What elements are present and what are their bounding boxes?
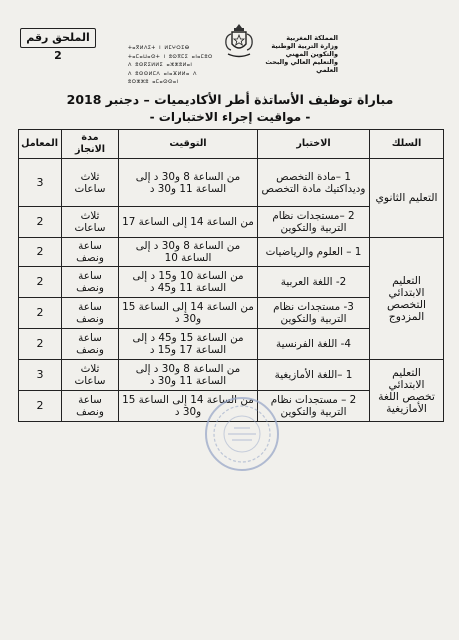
exam-cell: 1 – العلوم والرياضيات	[258, 238, 370, 267]
cycle-cell: التعليم الابتدائي تخصص اللغة الأمازيغية	[370, 360, 444, 422]
coat-of-arms-emblem	[222, 22, 256, 60]
header-time: التوقيت	[119, 130, 258, 159]
time-cell: من الساعة 8 و30 د إلى الساعة 11 و30 د	[119, 360, 258, 391]
ministry-tf-line: ⵜⴰⴳⵍⴷⵉⵜ ⵏ ⵍⵎⵖⵔⵉⴱ	[128, 45, 190, 51]
official-stamp-seal	[202, 394, 282, 474]
ministry-name-tifinagh	[128, 44, 218, 87]
time-cell: من الساعة 14 إلى الساعة 15 و30 د	[119, 298, 258, 329]
cycle-cell: التعليم الثانوي	[370, 159, 444, 238]
cycle-cell: التعليم الابتدائي التخصص المزدوج	[370, 238, 444, 360]
header-coefficient: المعامل	[19, 130, 62, 159]
time-cell: من الساعة 10 و15 د إلى الساعة 11 و45 د	[119, 267, 258, 298]
table-row	[19, 360, 444, 391]
exam-cell: 3- مستجدات نظام التربية والتكوين	[258, 298, 370, 329]
time-cell: من الساعة 15 و45 د إلى الساعة 17 و15 د	[119, 329, 258, 360]
exam-cell: 2 – مستجدات نظام التربية والتكوين	[258, 391, 370, 422]
duration-cell: ثلاث ساعات	[62, 207, 119, 238]
coefficient-cell: 3	[19, 159, 62, 207]
document-subtitle: - مواقيت إجراء الاختبارات -	[149, 110, 311, 124]
duration-cell: ساعة ونصف	[62, 238, 119, 267]
duration-cell: ساعة ونصف	[62, 298, 119, 329]
document-title: مباراة توظيف الأساتذة أطر الأكاديميات – دجنبر 2018	[66, 92, 394, 107]
ministry-ar-line: وزارة التربية الوطنية	[271, 42, 338, 50]
duration-cell: ثلاث ساعات	[62, 159, 119, 207]
coefficient-cell: 2	[19, 267, 62, 298]
table-header-row	[19, 130, 444, 159]
exam-cell: 4- اللغة الفرنسية	[258, 329, 370, 360]
duration-cell: ثلاث ساعات	[62, 360, 119, 391]
ministry-ar-line: والتكوين المهني	[285, 50, 338, 58]
coefficient-cell: 2	[19, 329, 62, 360]
ministry-ar-line: المملكة المغربية	[286, 34, 338, 42]
exam-cell: 1 –اللغة الأمازيغية	[258, 360, 370, 391]
duration-cell: ساعة ونصف	[62, 329, 119, 360]
coefficient-cell: 2	[19, 207, 62, 238]
time-cell: من الساعة 14 إلى الساعة 15 و30 د	[119, 391, 258, 422]
coefficient-cell: 3	[19, 360, 62, 391]
header-exam: الاختبار	[258, 130, 370, 159]
annex-label: الملحق رقم 2	[20, 28, 96, 48]
duration-cell: ساعة ونصف	[62, 267, 119, 298]
ministry-tf-line: ⵜⴰⵎⴰⵡⴰⵙⵜ ⵏ ⵓⵙⴳⵎⵉ ⴰⵏⴰⵎⵓⵔ	[128, 53, 213, 60]
ministry-tf-line: ⴷ ⵓⵙⵙⵍⵎⴷ ⴰⵏⴰⴼⵍⵍⴰ ⴷ ⵓⵔⵣⵣⵓ ⴰⵎⴰⵙⵙⴰⵏ	[128, 70, 197, 85]
ministry-tf-line: ⴷ ⵓⵙⴽⵉⵍⵍⵉ ⴰⵣⵣⵓⵍⴰⵏ	[128, 62, 193, 68]
exam-schedule-table	[18, 129, 444, 422]
coefficient-cell: 2	[19, 238, 62, 267]
ministry-ar-line: والتعليم العالي والبحث العلمي	[265, 58, 338, 74]
duration-cell: ساعة ونصف	[62, 391, 119, 422]
exam-cell: 2- اللغة العربية	[258, 267, 370, 298]
header-cycle: السلك	[370, 130, 444, 159]
coefficient-cell: 2	[19, 391, 62, 422]
time-cell: من الساعة 8 و30 د إلى الساعة 11 و30 د	[119, 159, 258, 207]
header-duration: مدة الانجاز	[62, 130, 119, 159]
time-cell: من الساعة 14 إلى الساعة 17	[119, 207, 258, 238]
exam-cell: 2 –مستجدات نظام التربية والتكوين	[258, 207, 370, 238]
time-cell: من الساعة 8 و30 د إلى الساعة 10	[119, 238, 258, 267]
coefficient-cell: 2	[19, 298, 62, 329]
table-row	[19, 238, 444, 267]
ministry-name-arabic	[258, 34, 338, 74]
table-row	[19, 159, 444, 207]
exam-cell: 1 –مادة التخصص وديداكتيك مادة التخصص	[258, 159, 370, 207]
